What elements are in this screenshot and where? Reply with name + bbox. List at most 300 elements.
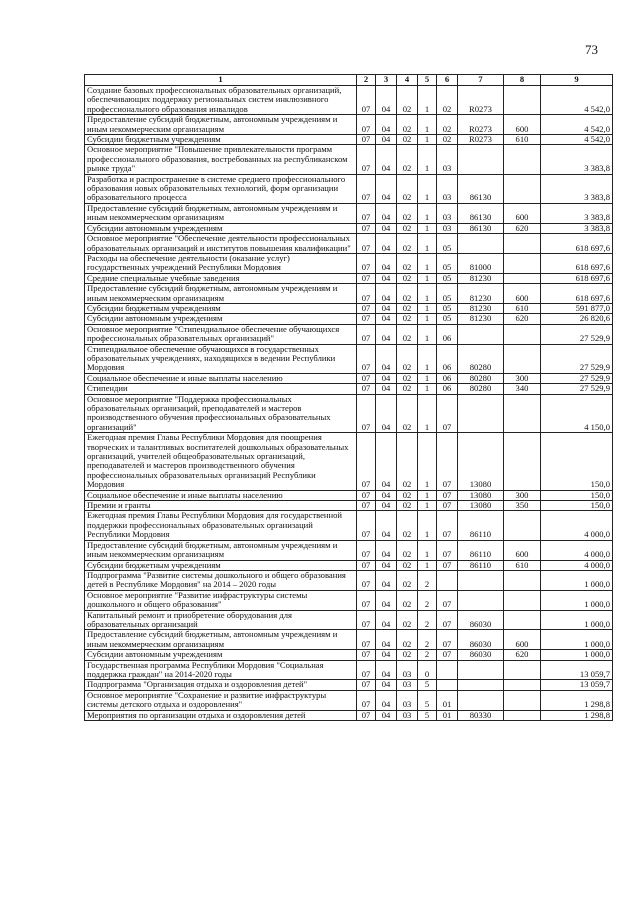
row-name: Ежегодная премия Главы Республики Мордовия для государственной поддержки профессиональных образовательных организаций Республики Мордовия <box>85 511 357 540</box>
code-section: 07 <box>357 610 376 630</box>
code-event <box>437 660 458 680</box>
code-subprogram: 2 <box>418 590 437 610</box>
code-subprogram: 1 <box>418 86 437 115</box>
code-section: 07 <box>357 710 376 720</box>
row-name: Субсидии автономным учреждениям <box>85 314 357 324</box>
row-name: Субсидии бюджетным учреждениям <box>85 303 357 313</box>
row-name: Основное мероприятие "Повышение привлекательности программ профессионального образования, востребованных на республиканском рынке труда" <box>85 145 357 174</box>
row-name: Расходы на обеспечение деятельности (оказание услуг) государственных учреждений Республики Мордовия <box>85 253 357 273</box>
code-subsection: 04 <box>376 540 397 560</box>
code-direction: 86130 <box>458 174 504 203</box>
table-row <box>85 501 613 511</box>
code-event: 05 <box>437 234 458 254</box>
code-expense-type: 300 <box>504 490 541 500</box>
code-subsection: 04 <box>376 284 397 304</box>
table-row <box>85 630 613 650</box>
row-name: Предоставление субсидий бюджетным, автономным учреждениям и иным некоммерческим организациям <box>85 203 357 223</box>
row-amount: 3 383,8 <box>541 203 613 223</box>
code-expense-type <box>504 324 541 344</box>
code-direction: R0273 <box>458 86 504 115</box>
row-amount: 27 529,9 <box>541 373 613 383</box>
code-subsection: 04 <box>376 560 397 570</box>
code-subsection: 04 <box>376 303 397 313</box>
row-name: Основное мероприятие "Сохранение и развитие инфраструктуры системы детского отдыха и оздоровления" <box>85 690 357 710</box>
table-row <box>85 433 613 490</box>
code-expense-type <box>504 86 541 115</box>
code-section: 07 <box>357 373 376 383</box>
code-subsection: 04 <box>376 710 397 720</box>
header-row <box>85 75 613 86</box>
row-amount: 618 697,6 <box>541 253 613 273</box>
table-row <box>85 86 613 115</box>
code-section: 07 <box>357 86 376 115</box>
code-section: 07 <box>357 303 376 313</box>
row-amount: 27 529,9 <box>541 324 613 344</box>
row-amount: 4 000,0 <box>541 560 613 570</box>
code-event: 07 <box>437 433 458 490</box>
code-subsection: 04 <box>376 273 397 283</box>
row-amount: 618 697,6 <box>541 284 613 304</box>
row-amount: 150,0 <box>541 433 613 490</box>
code-subprogram: 1 <box>418 203 437 223</box>
code-subsection: 04 <box>376 433 397 490</box>
table-body <box>85 86 613 721</box>
code-subprogram: 5 <box>418 710 437 720</box>
code-subsection: 04 <box>376 394 397 433</box>
code-subsection: 04 <box>376 490 397 500</box>
row-amount: 4 000,0 <box>541 540 613 560</box>
header-cell: 3 <box>376 75 397 86</box>
code-direction <box>458 570 504 590</box>
code-subprogram: 1 <box>418 135 437 145</box>
code-section: 07 <box>357 145 376 174</box>
code-subprogram: 1 <box>418 284 437 304</box>
code-subprogram: 2 <box>418 610 437 630</box>
code-subsection: 04 <box>376 203 397 223</box>
code-program: 03 <box>397 690 418 710</box>
table-row <box>85 314 613 324</box>
code-expense-type: 610 <box>504 303 541 313</box>
table-row <box>85 223 613 233</box>
code-direction: 81000 <box>458 253 504 273</box>
row-name: Основное мероприятие "Стипендиальное обеспечение обучающихся профессиональных образовательных организаций" <box>85 324 357 344</box>
table-row <box>85 344 613 373</box>
code-program: 02 <box>397 135 418 145</box>
code-expense-type <box>504 590 541 610</box>
code-section: 07 <box>357 540 376 560</box>
code-event: 03 <box>437 223 458 233</box>
code-program: 02 <box>397 590 418 610</box>
code-subsection: 04 <box>376 501 397 511</box>
code-expense-type <box>504 253 541 273</box>
code-subprogram: 1 <box>418 145 437 174</box>
row-name: Социальное обеспечение и иные выплаты населению <box>85 490 357 500</box>
code-program: 03 <box>397 660 418 680</box>
code-program: 02 <box>397 303 418 313</box>
code-direction: 80280 <box>458 344 504 373</box>
code-section: 07 <box>357 560 376 570</box>
table-row <box>85 680 613 690</box>
code-subprogram: 1 <box>418 394 437 433</box>
code-program: 02 <box>397 630 418 650</box>
row-amount: 1 000,0 <box>541 650 613 660</box>
code-program: 02 <box>397 540 418 560</box>
code-event: 07 <box>437 501 458 511</box>
row-name: Субсидии бюджетным учреждениям <box>85 135 357 145</box>
row-amount: 3 383,8 <box>541 223 613 233</box>
code-section: 07 <box>357 324 376 344</box>
table-row <box>85 115 613 135</box>
row-name: Мероприятия по организации отдыха и оздоровления детей <box>85 710 357 720</box>
table-row <box>85 570 613 590</box>
row-amount: 150,0 <box>541 490 613 500</box>
code-program: 03 <box>397 680 418 690</box>
code-event: 07 <box>437 490 458 500</box>
row-amount: 27 529,9 <box>541 384 613 394</box>
code-program: 02 <box>397 314 418 324</box>
code-subprogram: 5 <box>418 690 437 710</box>
code-section: 07 <box>357 394 376 433</box>
code-event: 07 <box>437 610 458 630</box>
code-subsection: 04 <box>376 630 397 650</box>
code-expense-type: 340 <box>504 384 541 394</box>
code-expense-type <box>504 690 541 710</box>
code-program: 02 <box>397 253 418 273</box>
code-expense-type <box>504 511 541 540</box>
row-amount: 13 059,7 <box>541 660 613 680</box>
code-expense-type <box>504 234 541 254</box>
code-expense-type <box>504 710 541 720</box>
table-row <box>85 203 613 223</box>
code-subsection: 04 <box>376 690 397 710</box>
row-amount: 27 529,9 <box>541 344 613 373</box>
code-expense-type: 600 <box>504 540 541 560</box>
code-subsection: 04 <box>376 314 397 324</box>
code-direction: 86130 <box>458 223 504 233</box>
code-subprogram: 1 <box>418 234 437 254</box>
code-section: 07 <box>357 590 376 610</box>
table-row <box>85 303 613 313</box>
code-section: 07 <box>357 253 376 273</box>
code-program: 02 <box>397 394 418 433</box>
code-direction: 86130 <box>458 203 504 223</box>
row-name: Предоставление субсидий бюджетным, автономным учреждениям и иным некоммерческим организациям <box>85 115 357 135</box>
code-event: 05 <box>437 253 458 273</box>
row-name: Основное мероприятие "Обеспечение деятельности профессиональных образовательных организаций и институтов повышения квалификации" <box>85 234 357 254</box>
code-expense-type: 600 <box>504 284 541 304</box>
code-section: 07 <box>357 273 376 283</box>
row-amount: 1 298,8 <box>541 710 613 720</box>
code-program: 02 <box>397 273 418 283</box>
row-amount: 150,0 <box>541 501 613 511</box>
row-name: Основное мероприятие "Развитие инфраструктуры системы дошкольного и общего образования" <box>85 590 357 610</box>
code-section: 07 <box>357 344 376 373</box>
code-subprogram: 1 <box>418 223 437 233</box>
code-event: 06 <box>437 373 458 383</box>
code-subsection: 04 <box>376 373 397 383</box>
code-expense-type: 620 <box>504 223 541 233</box>
code-expense-type <box>504 145 541 174</box>
code-subprogram: 2 <box>418 570 437 590</box>
code-event: 07 <box>437 630 458 650</box>
row-name: Субсидии бюджетным учреждениям <box>85 560 357 570</box>
code-direction <box>458 145 504 174</box>
code-section: 07 <box>357 660 376 680</box>
code-subprogram: 1 <box>418 433 437 490</box>
code-program: 02 <box>397 223 418 233</box>
code-subprogram: 1 <box>418 253 437 273</box>
code-event: 07 <box>437 394 458 433</box>
code-event: 05 <box>437 273 458 283</box>
row-amount: 4 150,0 <box>541 394 613 433</box>
row-amount: 1 000,0 <box>541 590 613 610</box>
code-direction: 80280 <box>458 384 504 394</box>
row-amount: 591 877,0 <box>541 303 613 313</box>
code-subsection: 04 <box>376 660 397 680</box>
code-event: 07 <box>437 650 458 660</box>
code-subsection: 04 <box>376 223 397 233</box>
code-direction: 13080 <box>458 490 504 500</box>
code-subprogram: 1 <box>418 384 437 394</box>
code-direction <box>458 590 504 610</box>
code-section: 07 <box>357 203 376 223</box>
row-name: Основное мероприятие "Поддержка профессиональных образовательных организаций, преподавателей и мастеров производственного обучения профессиональных образовательных организаций" <box>85 394 357 433</box>
row-amount: 1 298,8 <box>541 690 613 710</box>
row-name: Государственная программа Республики Мордовия "Социальная поддержка граждан" на 2014-2020 годы <box>85 660 357 680</box>
code-subsection: 04 <box>376 511 397 540</box>
code-program: 02 <box>397 490 418 500</box>
code-direction <box>458 680 504 690</box>
row-name: Субсидии автономным учреждениям <box>85 223 357 233</box>
code-section: 07 <box>357 690 376 710</box>
code-program: 02 <box>397 610 418 630</box>
code-event: 02 <box>437 135 458 145</box>
code-program: 03 <box>397 710 418 720</box>
header-cell: 5 <box>418 75 437 86</box>
code-event: 02 <box>437 115 458 135</box>
header-cell: 8 <box>504 75 541 86</box>
row-amount: 13 059,7 <box>541 680 613 690</box>
code-section: 07 <box>357 570 376 590</box>
code-program: 02 <box>397 86 418 115</box>
code-expense-type <box>504 433 541 490</box>
table-row <box>85 384 613 394</box>
code-subprogram: 1 <box>418 115 437 135</box>
code-program: 02 <box>397 234 418 254</box>
code-event: 07 <box>437 560 458 570</box>
code-subsection: 04 <box>376 145 397 174</box>
row-amount: 4 542,0 <box>541 115 613 135</box>
table-row <box>85 234 613 254</box>
code-event: 01 <box>437 690 458 710</box>
row-name: Стипендиальное обеспечение обучающихся в государственных образовательных учреждениях, находящихся в ведении Республики Мордовия <box>85 344 357 373</box>
table-row <box>85 174 613 203</box>
code-subprogram: 2 <box>418 630 437 650</box>
code-expense-type <box>504 344 541 373</box>
code-program: 02 <box>397 324 418 344</box>
table-row <box>85 253 613 273</box>
code-subprogram: 2 <box>418 650 437 660</box>
code-subsection: 04 <box>376 650 397 660</box>
row-amount: 1 000,0 <box>541 630 613 650</box>
budget-table <box>84 74 613 721</box>
code-event: 03 <box>437 203 458 223</box>
code-subprogram: 1 <box>418 314 437 324</box>
row-name: Создание базовых профессиональных образовательных организаций, обеспечивающих поддержку региональных систем инклюзивного профессионального образования инвалидов <box>85 86 357 115</box>
code-direction <box>458 324 504 344</box>
table-row <box>85 540 613 560</box>
code-direction: 13080 <box>458 501 504 511</box>
row-amount: 1 000,0 <box>541 570 613 590</box>
code-direction: 86110 <box>458 540 504 560</box>
code-event: 07 <box>437 511 458 540</box>
code-subprogram: 1 <box>418 273 437 283</box>
code-expense-type: 600 <box>504 630 541 650</box>
table-row <box>85 710 613 720</box>
code-expense-type <box>504 174 541 203</box>
table-row <box>85 511 613 540</box>
header-cell: 9 <box>541 75 613 86</box>
header-cell: 7 <box>458 75 504 86</box>
code-subprogram: 5 <box>418 680 437 690</box>
code-section: 07 <box>357 384 376 394</box>
header-cell: 2 <box>357 75 376 86</box>
code-section: 07 <box>357 490 376 500</box>
code-subsection: 04 <box>376 86 397 115</box>
code-expense-type <box>504 394 541 433</box>
code-event <box>437 570 458 590</box>
table-row <box>85 610 613 630</box>
code-direction: 13080 <box>458 433 504 490</box>
code-program: 02 <box>397 384 418 394</box>
row-amount: 4 542,0 <box>541 135 613 145</box>
header-cell: 4 <box>397 75 418 86</box>
row-name: Подпрограмма "Организация отдыха и оздоровления детей" <box>85 680 357 690</box>
code-expense-type: 620 <box>504 650 541 660</box>
code-direction: R0273 <box>458 115 504 135</box>
code-subsection: 04 <box>376 344 397 373</box>
code-event: 07 <box>437 540 458 560</box>
row-amount: 4 000,0 <box>541 511 613 540</box>
row-name: Средние специальные учебные заведения <box>85 273 357 283</box>
code-program: 02 <box>397 650 418 660</box>
code-direction: 86030 <box>458 610 504 630</box>
row-name: Предоставление субсидий бюджетным, автономным учреждениям и иным некоммерческим организациям <box>85 284 357 304</box>
code-event: 06 <box>437 324 458 344</box>
code-direction: 81230 <box>458 314 504 324</box>
code-subsection: 04 <box>376 680 397 690</box>
code-section: 07 <box>357 135 376 145</box>
code-subprogram: 1 <box>418 324 437 344</box>
code-section: 07 <box>357 630 376 650</box>
code-event: 06 <box>437 384 458 394</box>
page-number: 73 <box>585 42 598 57</box>
header-cell: 1 <box>85 75 357 86</box>
code-program: 02 <box>397 115 418 135</box>
table-row <box>85 560 613 570</box>
code-event: 03 <box>437 145 458 174</box>
code-section: 07 <box>357 650 376 660</box>
code-subprogram: 1 <box>418 511 437 540</box>
code-subprogram: 1 <box>418 373 437 383</box>
table-row <box>85 145 613 174</box>
code-section: 07 <box>357 223 376 233</box>
code-program: 02 <box>397 145 418 174</box>
code-direction <box>458 660 504 680</box>
code-section: 07 <box>357 284 376 304</box>
code-program: 02 <box>397 511 418 540</box>
row-name: Предоставление субсидий бюджетным, автономным учреждениям и иным некоммерческим организациям <box>85 540 357 560</box>
code-event: 05 <box>437 314 458 324</box>
code-subsection: 04 <box>376 253 397 273</box>
code-direction: 86110 <box>458 511 504 540</box>
code-subsection: 04 <box>376 324 397 344</box>
table-row <box>85 490 613 500</box>
code-subprogram: 1 <box>418 344 437 373</box>
code-direction: 86030 <box>458 650 504 660</box>
header-cell: 6 <box>437 75 458 86</box>
code-program: 02 <box>397 570 418 590</box>
code-direction <box>458 234 504 254</box>
code-direction: 86030 <box>458 630 504 650</box>
code-direction: 81230 <box>458 303 504 313</box>
table-row <box>85 273 613 283</box>
code-subprogram: 1 <box>418 540 437 560</box>
code-subsection: 04 <box>376 590 397 610</box>
code-program: 02 <box>397 501 418 511</box>
code-expense-type: 620 <box>504 314 541 324</box>
code-event: 05 <box>437 284 458 304</box>
code-program: 02 <box>397 373 418 383</box>
row-amount: 3 383,8 <box>541 174 613 203</box>
code-subsection: 04 <box>376 115 397 135</box>
code-direction: 80280 <box>458 373 504 383</box>
code-subprogram: 1 <box>418 303 437 313</box>
code-subprogram: 1 <box>418 560 437 570</box>
code-event: 05 <box>437 303 458 313</box>
code-direction <box>458 690 504 710</box>
code-program: 02 <box>397 284 418 304</box>
row-name: Стипендии <box>85 384 357 394</box>
table-row <box>85 590 613 610</box>
code-section: 07 <box>357 115 376 135</box>
code-event: 06 <box>437 344 458 373</box>
row-name: Ежегодная премия Главы Республики Мордовия для поощрения творческих и талантливых воспитателей дошкольных образовательных организаций, учителей общеобразовательных организаций, преподавателей и мастеров производственного обучения профессиональных образовательных организаций Республики Мордовия <box>85 433 357 490</box>
table-row <box>85 284 613 304</box>
row-name: Разработка и распространение в системе среднего профессионального образования новых образовательных технологий, форм организации образовательного процесса <box>85 174 357 203</box>
code-subsection: 04 <box>376 384 397 394</box>
row-amount: 618 697,6 <box>541 273 613 283</box>
table-row <box>85 135 613 145</box>
table-row <box>85 394 613 433</box>
row-amount: 3 383,8 <box>541 145 613 174</box>
code-section: 07 <box>357 314 376 324</box>
code-section: 07 <box>357 234 376 254</box>
code-program: 02 <box>397 560 418 570</box>
code-direction <box>458 394 504 433</box>
code-expense-type: 350 <box>504 501 541 511</box>
table-row <box>85 324 613 344</box>
table-row <box>85 660 613 680</box>
code-program: 02 <box>397 203 418 223</box>
code-section: 07 <box>357 433 376 490</box>
code-expense-type: 300 <box>504 373 541 383</box>
code-subprogram: 0 <box>418 660 437 680</box>
code-subsection: 04 <box>376 135 397 145</box>
code-program: 02 <box>397 174 418 203</box>
code-direction: R0273 <box>458 135 504 145</box>
code-subprogram: 1 <box>418 490 437 500</box>
